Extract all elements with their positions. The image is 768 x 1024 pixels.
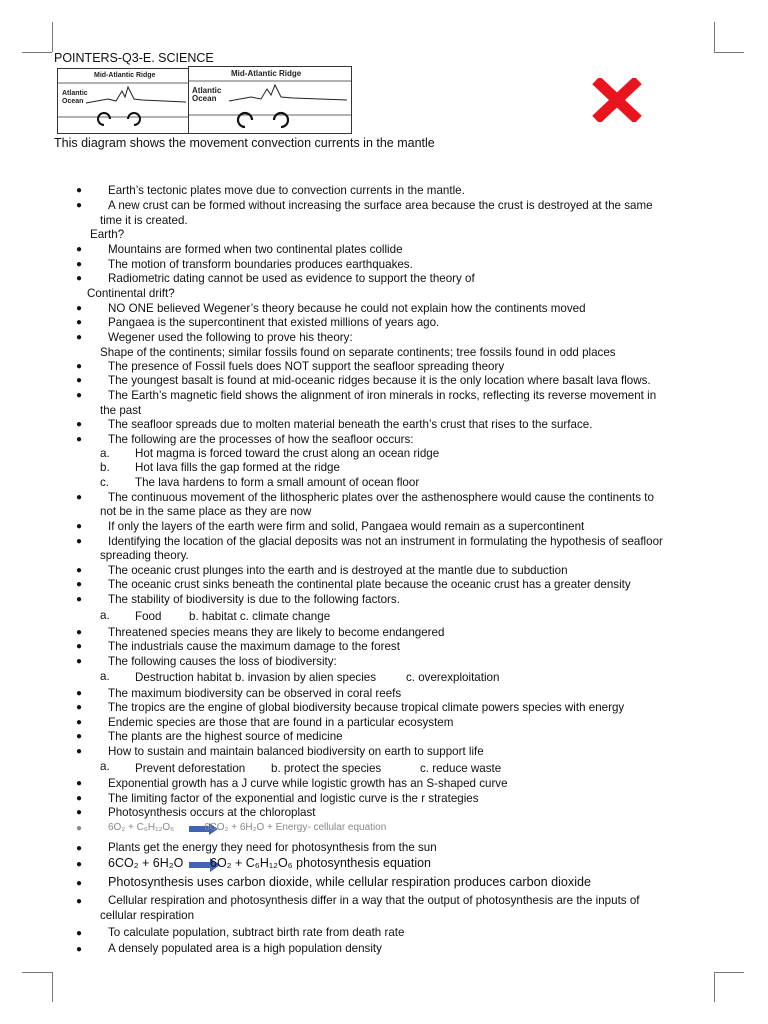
- sub-item: c. overexploitation: [406, 671, 500, 684]
- list-item: Photosynthesis occurs at the chloroplast: [108, 806, 316, 819]
- ridge-profile: [189, 67, 351, 133]
- bullet: ●: [76, 273, 83, 284]
- sub-item: b. habitat c. climate change: [189, 610, 331, 623]
- sub-item: b. protect the species: [271, 762, 382, 775]
- equation-reactants: 6O₂ + C₆H₁₂O₆: [108, 822, 175, 833]
- list-item: The stability of biodiversity is due to the following factors.: [108, 593, 400, 606]
- sub-marker: a.: [100, 447, 110, 460]
- bullet: ●: [76, 375, 83, 386]
- bullet: ●: [76, 688, 83, 699]
- bullet: ●: [76, 656, 83, 667]
- bullet: ●: [76, 434, 83, 445]
- sub-marker: b.: [100, 461, 110, 474]
- bullet: ●: [76, 332, 83, 343]
- bullet: ●: [76, 807, 83, 818]
- list-item: Identifying the location of the glacial deposits was not an instrument in formulating the hypothesis of seafloor: [108, 535, 663, 548]
- sub-marker: c.: [100, 476, 110, 489]
- list-item: Cellular respiration and photosynthesis differ in a way that the output of photosynthesis are the inputs of: [108, 894, 640, 907]
- crop-mark: [714, 22, 715, 52]
- sub-item: Hot lava fills the gap formed at the ridge: [135, 461, 340, 474]
- list-item: Photosynthesis uses carbon dioxide, while cellular respiration produces carbon dioxide: [108, 875, 592, 889]
- sub-marker: a.: [100, 609, 110, 622]
- list-item: The industrials cause the maximum damage to the forest: [108, 640, 400, 653]
- list-item: Threatened species means they are likely to become endangered: [108, 626, 445, 639]
- bullet: ●: [76, 536, 83, 547]
- sub-item: Food: [135, 610, 162, 623]
- list-item: The Earth’s magnetic field shows the alignment of iron minerals in rocks, reflecting its reverse movement in: [108, 389, 657, 402]
- list-item: The presence of Fossil fuels does NOT support the seafloor spreading theory: [108, 360, 505, 373]
- list-item: Wegener used the following to prove his theory:: [108, 331, 353, 344]
- list-item: The oceanic crust plunges into the earth and is destroyed at the mantle due to subduction: [108, 564, 568, 577]
- list-item: Pangaea is the supercontinent that existed millions of years ago.: [108, 316, 440, 329]
- bullet: ●: [76, 641, 83, 652]
- bullet: ●: [76, 878, 83, 889]
- list-item: The tropics are the engine of global biodiversity because tropical climate powers species with energy: [108, 701, 625, 714]
- bullet: ●: [76, 259, 83, 270]
- list-item: The maximum biodiversity can be observed in coral reefs: [108, 687, 402, 700]
- bullet: ●: [76, 390, 83, 401]
- list-item: The plants are the highest source of medicine: [108, 730, 343, 743]
- bullet: ●: [76, 419, 83, 430]
- crop-mark: [52, 972, 53, 1002]
- crop-mark: [714, 972, 715, 1002]
- bullet: ●: [76, 200, 83, 211]
- bullet: ●: [76, 185, 83, 196]
- list-item: How to sustain and maintain balanced biodiversity on earth to support life: [108, 745, 484, 758]
- bullet: ●: [76, 492, 83, 503]
- bullet: ●: [76, 717, 83, 728]
- sub-item: Destruction habitat b. invasion by alien species: [135, 671, 377, 684]
- equation-products: 6CO₂ + 6H₂O + Energy- cellular equation: [204, 822, 387, 833]
- bullet: ●: [76, 928, 83, 939]
- bullet: ●: [76, 731, 83, 742]
- bullet: ●: [76, 244, 83, 255]
- list-item: The oceanic crust sinks beneath the continental plate because the oceanic crust has a greater density: [108, 578, 631, 591]
- diagram-label: Atlantic Ocean: [192, 86, 222, 103]
- bullet: ●: [76, 303, 83, 314]
- bullet: ●: [76, 594, 83, 605]
- list-item: The following causes the loss of biodiversity:: [108, 655, 337, 668]
- bullet: ●: [76, 843, 83, 854]
- diagram-label: Atlantic Ocean: [62, 90, 88, 105]
- ridge-diagram-right: [188, 66, 352, 134]
- list-item: The continuous movement of the lithospheric plates over the asthenosphere would cause the continents to: [108, 491, 654, 504]
- list-item: The motion of transform boundaries produces earthquakes.: [108, 258, 413, 271]
- bullet: ●: [76, 521, 83, 532]
- bullet: ●: [76, 793, 83, 804]
- crop-mark: [52, 22, 53, 52]
- diagram-title: Mid-Atlantic Ridge: [231, 69, 302, 78]
- list-item: The limiting factor of the exponential and logistic curve is the r strategies: [108, 792, 479, 805]
- list-item: NO ONE believed Wegener’s theory because he could not explain how the continents moved: [108, 302, 586, 315]
- sub-item: The lava hardens to form a small amount of ocean floor: [135, 476, 420, 489]
- list-item: Plants get the energy they need for photosynthesis from the sun: [108, 841, 437, 854]
- list-item: The seafloor spreads due to molten material beneath the earth’s crust that rises to the surface.: [108, 418, 593, 431]
- bullet: ●: [76, 859, 83, 870]
- bullet: ●: [76, 823, 83, 834]
- ridge-diagram-left: [57, 68, 189, 134]
- list-item-cont: not be in the same place as they are now: [100, 505, 312, 518]
- sub-marker: a.: [100, 760, 110, 773]
- bullet: ●: [76, 565, 83, 576]
- list-item: The following are the processes of how the seafloor occurs:: [108, 433, 414, 446]
- red-x-icon: [592, 78, 642, 122]
- list-item: Radiometric dating cannot be used as evidence to support the theory of: [108, 272, 475, 285]
- ridge-profile: [58, 69, 188, 133]
- sub-item: Hot magma is forced toward the crust along an ocean ridge: [135, 447, 440, 460]
- list-item: Endemic species are those that are found in a particular ecosystem: [108, 716, 454, 729]
- sub-item: Prevent deforestation: [135, 762, 246, 775]
- list-item: Earth?: [90, 228, 125, 241]
- crop-mark: [22, 972, 52, 973]
- bullet: ●: [76, 702, 83, 713]
- list-item-cont: spreading theory.: [100, 549, 189, 562]
- list-item: Mountains are formed when two continental plates collide: [108, 243, 403, 256]
- list-item: Shape of the continents; similar fossils found on separate continents; tree fossils found in odd places: [100, 346, 616, 359]
- bullet: ●: [76, 627, 83, 638]
- crop-mark: [714, 52, 744, 53]
- list-item: The youngest basalt is found at mid-oceanic ridges because it is the only location where basalt lava flows.: [108, 374, 651, 387]
- list-item: Continental drift?: [87, 287, 175, 300]
- sub-item: c. reduce waste: [420, 762, 502, 775]
- list-item: A new crust can be formed without increasing the surface area because the crust is destroyed at the same: [108, 199, 653, 212]
- list-item: To calculate population, subtract birth rate from death rate: [108, 926, 405, 939]
- bullet: ●: [76, 579, 83, 590]
- list-item-cont: cellular respiration: [100, 909, 195, 922]
- bullet: ●: [76, 778, 83, 789]
- bullet: ●: [76, 317, 83, 328]
- bullet: ●: [76, 361, 83, 372]
- bullet: ●: [76, 746, 83, 757]
- diagram-title: Mid-Atlantic Ridge: [94, 72, 156, 79]
- list-item: Earth’s tectonic plates move due to convection currents in the mantle.: [108, 184, 465, 197]
- page-title: POINTERS-Q3-E. SCIENCE: [54, 51, 214, 65]
- bullet: ●: [76, 896, 83, 907]
- bullet: ●: [76, 944, 83, 955]
- list-item: A densely populated area is a high population density: [108, 942, 382, 955]
- list-item-cont: time it is created.: [100, 214, 188, 227]
- sub-marker: a.: [100, 670, 110, 683]
- list-item: Exponential growth has a J curve while logistic growth has an S-shaped curve: [108, 777, 508, 790]
- diagram-caption: This diagram shows the movement convection currents in the mantle: [54, 136, 435, 150]
- list-item: If only the layers of the earth were firm and solid, Pangaea would remain as a supercontinent: [108, 520, 585, 533]
- crop-mark: [22, 52, 52, 53]
- list-item-cont: the past: [100, 404, 142, 417]
- equation-products: 6O₂ + C₆H₁₂O₆ photosynthesis equation: [210, 856, 431, 870]
- equation-reactants: 6CO₂ + 6H₂O: [108, 856, 184, 870]
- crop-mark: [714, 972, 744, 973]
